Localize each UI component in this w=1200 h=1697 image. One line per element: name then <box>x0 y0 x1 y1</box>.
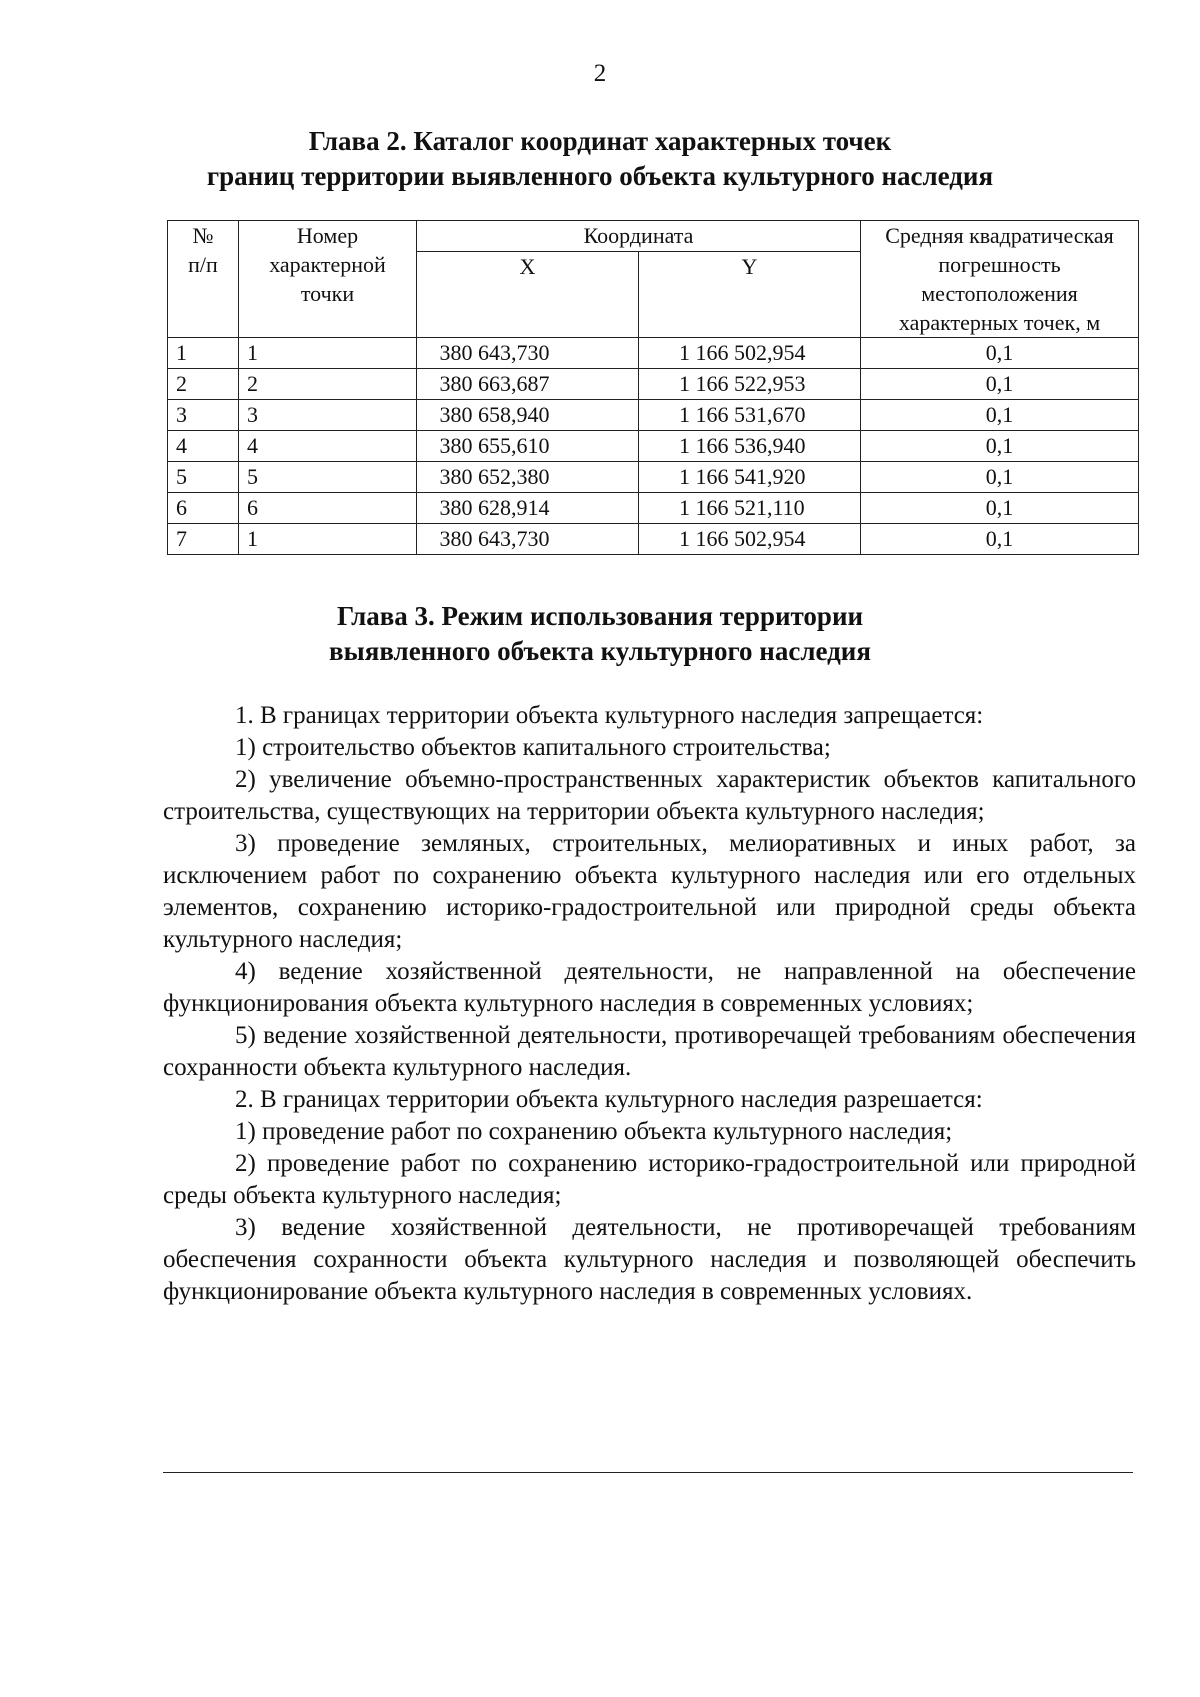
table-row <box>168 431 1139 462</box>
paragraph: 3) ведение хозяйственной деятельности, не противоречащей требованиям обеспечения сохранности объекта культурного наследия и позволяющей обеспечить функционирование объекта культурного наследия в современных условиях. <box>163 1214 1136 1305</box>
x-coordinate-cell: 380 643,730 <box>417 524 639 555</box>
regime-text <box>163 700 1136 1308</box>
paragraph: 3) проведение земляных, строительных, мелиоративных и иных работ, за исключением работ по сохранению объекта культурного наследия или его отдельных элементов, сохранению историко-градостроительной или природной среды объекта культурного наследия; <box>163 830 1136 953</box>
error-cell: 0,1 <box>861 431 1139 462</box>
error-cell: 0,1 <box>861 493 1139 524</box>
header-error-line-1: Средняя квадратическая <box>885 223 1114 248</box>
y-coordinate-cell: 1 166 522,953 <box>639 369 861 400</box>
table-row <box>168 524 1139 555</box>
chapter-3-title-line-2: выявленного объекта культурного наследия <box>329 636 871 666</box>
chapter-2-title-line-1: Глава 2. Каталог координат характерных точек <box>308 126 892 156</box>
x-coordinate-cell: 380 663,687 <box>417 369 639 400</box>
header-number-line-2: п/п <box>188 252 218 277</box>
row-number-cell: 4 <box>168 431 239 462</box>
x-coordinate-cell: 380 655,610 <box>417 431 639 462</box>
paragraph: 2) проведение работ по сохранению историко-градостроительной или природной среды объекта культурного наследия; <box>163 1150 1136 1209</box>
header-x: X <box>417 251 639 337</box>
header-number <box>168 221 239 338</box>
table-row <box>168 462 1139 493</box>
error-cell: 0,1 <box>861 369 1139 400</box>
error-cell: 0,1 <box>861 400 1139 431</box>
x-coordinate-cell: 380 643,730 <box>417 338 639 369</box>
paragraph: 1) строительство объектов капитального строительства; <box>235 734 831 761</box>
chapter-2-title <box>0 124 1200 194</box>
row-number-cell: 5 <box>168 462 239 493</box>
header-point-line-3: точки <box>300 281 355 306</box>
error-cell: 0,1 <box>861 524 1139 555</box>
row-number-cell: 2 <box>168 369 239 400</box>
header-coordinate: Координата <box>417 221 861 252</box>
x-coordinate-cell: 380 658,940 <box>417 400 639 431</box>
header-number-line-1: № <box>192 223 214 248</box>
y-coordinate-cell: 1 166 536,940 <box>639 431 861 462</box>
footer-divider <box>163 1472 1133 1473</box>
chapter-3-title-line-1: Глава 3. Режим использования территории <box>336 601 864 631</box>
paragraph: 2. В границах территории объекта культурного наследия разрешается: <box>235 1086 983 1113</box>
paragraph: 1. В границах территории объекта культурного наследия запрещается: <box>235 702 984 729</box>
header-error <box>861 221 1139 338</box>
coordinates-table <box>167 220 1139 555</box>
header-error-line-2: погрешность <box>938 252 1061 277</box>
row-number-cell: 3 <box>168 400 239 431</box>
point-number-cell: 4 <box>239 431 417 462</box>
header-y: Y <box>639 251 861 337</box>
paragraph: 1) проведение работ по сохранению объекта культурного наследия; <box>235 1118 953 1145</box>
table-row <box>168 493 1139 524</box>
y-coordinate-cell: 1 166 521,110 <box>639 493 861 524</box>
page-number: 2 <box>593 60 607 87</box>
header-point-line-2: характерной <box>269 252 386 277</box>
table-row <box>168 369 1139 400</box>
header-error-line-4: характерных точек, м <box>898 310 1101 335</box>
point-number-cell: 3 <box>239 400 417 431</box>
y-coordinate-cell: 1 166 531,670 <box>639 400 861 431</box>
point-number-cell: 5 <box>239 462 417 493</box>
header-point-line-1: Номер <box>296 223 359 248</box>
point-number-cell: 1 <box>239 524 417 555</box>
paragraph: 4) ведение хозяйственной деятельности, не направленной на обеспечение функционирования объекта культурного наследия в современных условиях; <box>163 958 1136 1017</box>
table-row <box>168 338 1139 369</box>
chapter-3-title <box>0 599 1200 669</box>
row-number-cell: 1 <box>168 338 239 369</box>
paragraph: 2) увеличение объемно-пространственных характеристик объектов капитального строительства, существующих на территории объекта культурного наследия; <box>163 766 1136 825</box>
row-number-cell: 6 <box>168 493 239 524</box>
row-number-cell: 7 <box>168 524 239 555</box>
paragraph: 5) ведение хозяйственной деятельности, противоречащей требованиям обеспечения сохранности объекта культурного наследия. <box>163 1022 1136 1081</box>
header-error-line-3: местоположения <box>921 281 1078 306</box>
point-number-cell: 2 <box>239 369 417 400</box>
chapter-2-title-line-2: границ территории выявленного объекта культурного наследия <box>206 161 994 191</box>
point-number-cell: 6 <box>239 493 417 524</box>
x-coordinate-cell: 380 628,914 <box>417 493 639 524</box>
table-row <box>168 400 1139 431</box>
point-number-cell: 1 <box>239 338 417 369</box>
y-coordinate-cell: 1 166 502,954 <box>639 338 861 369</box>
error-cell: 0,1 <box>861 462 1139 493</box>
x-coordinate-cell: 380 652,380 <box>417 462 639 493</box>
y-coordinate-cell: 1 166 502,954 <box>639 524 861 555</box>
y-coordinate-cell: 1 166 541,920 <box>639 462 861 493</box>
header-point-number <box>239 221 417 338</box>
error-cell: 0,1 <box>861 338 1139 369</box>
